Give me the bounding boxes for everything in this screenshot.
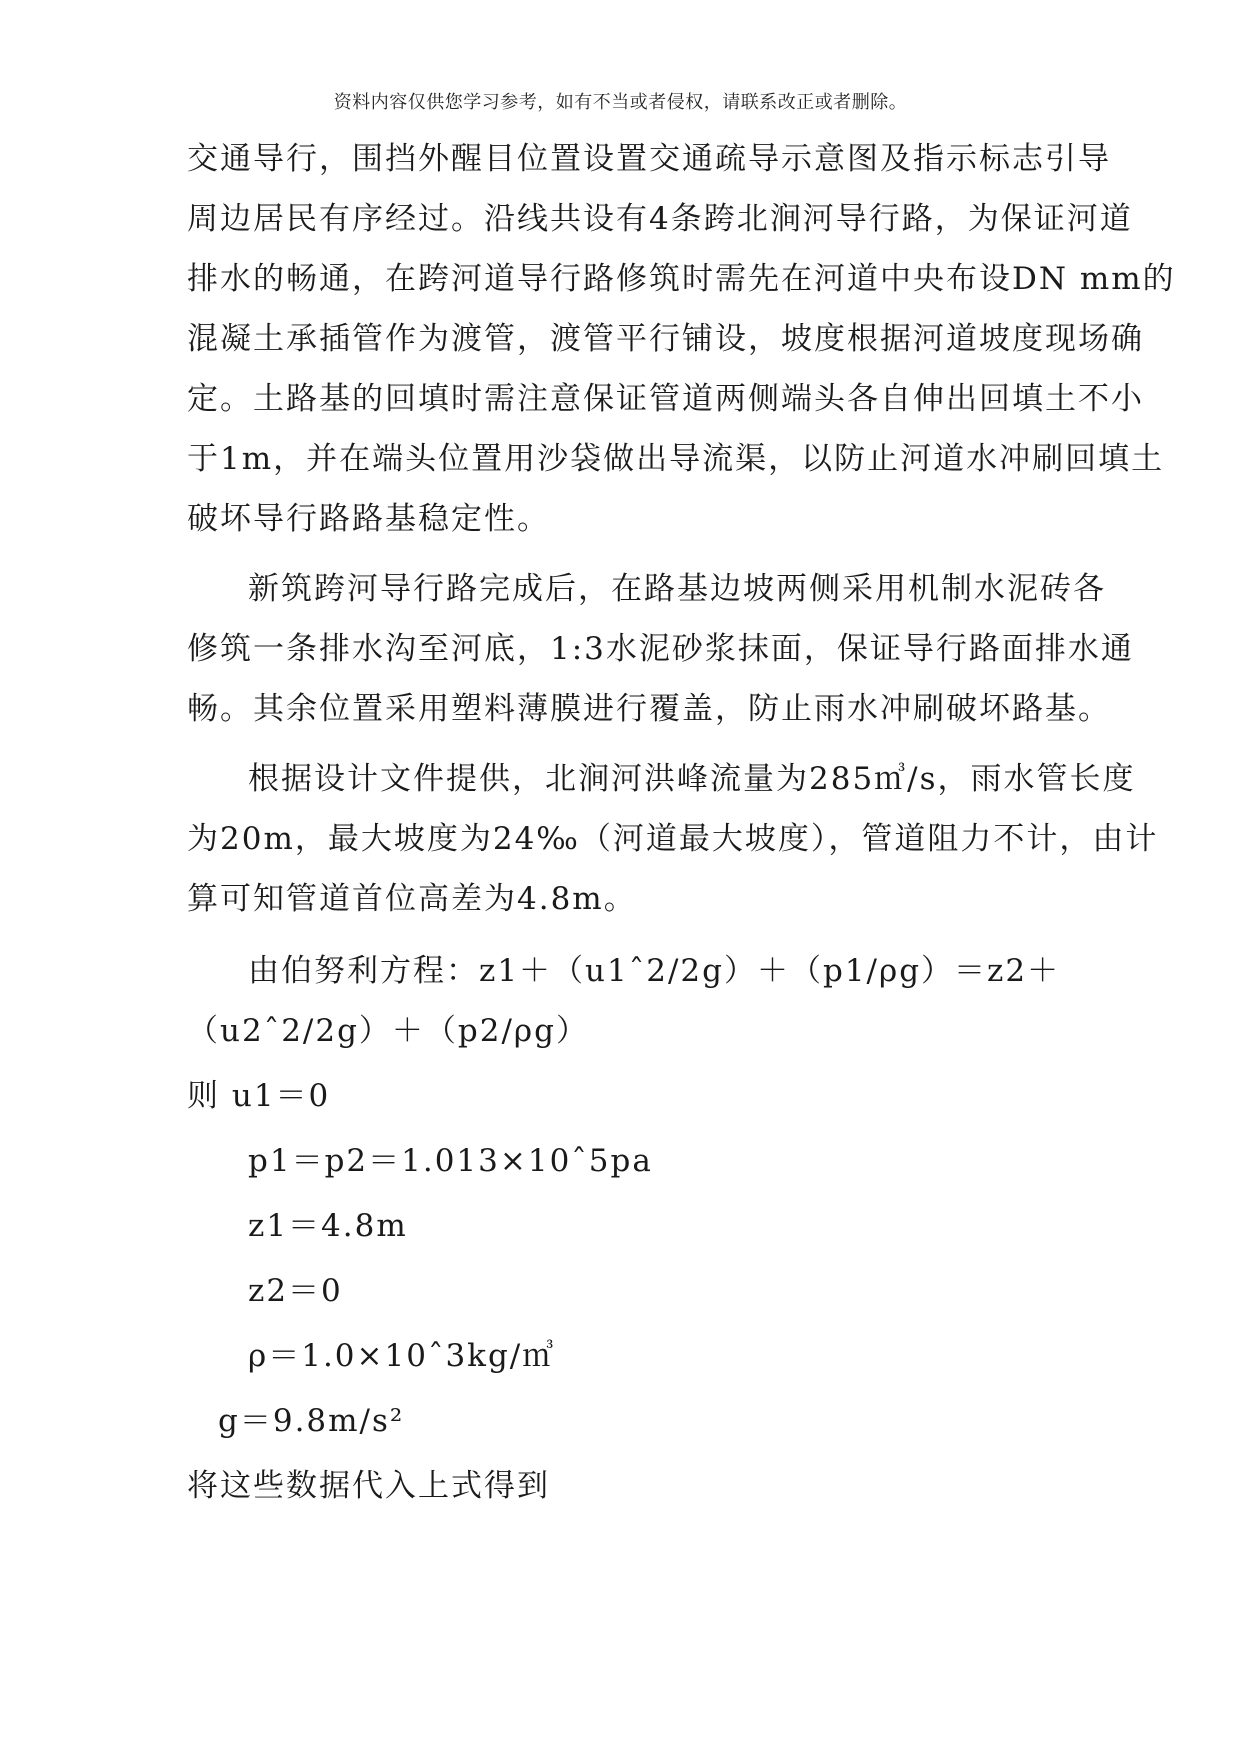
equation-line: （u2ˆ2/2g）＋（p2/ρg） [187, 1013, 590, 1049]
equation-line: 由伯努利方程：z1＋（u1ˆ2/2g）＋（p1/ρg）＝z2＋ [248, 953, 1061, 989]
paragraph-line: 混凝土承插管作为渡管，渡管平行铺设，坡度根据河道坡度现场确 [187, 321, 1144, 357]
given-gravity: g＝9.8m/s² [218, 1403, 405, 1439]
paragraph-line: 破坏导行路路基稳定性。 [187, 501, 550, 537]
given-z1: z1＝4.8m [248, 1208, 408, 1244]
paragraph-line: 排水的畅通，在跨河道导行路修筑时需先在河道中央布设DN mm的 [187, 261, 1176, 297]
given-z2: z2＝0 [248, 1273, 343, 1309]
given-intro: 则 u1＝0 [187, 1078, 331, 1114]
paragraph-line: 定。土路基的回填时需注意保证管道两侧端头各自伸出回填土不小 [187, 381, 1144, 417]
paragraph-line: 新筑跨河导行路完成后，在路基边坡两侧采用机制水泥砖各 [248, 571, 1106, 607]
paragraph-line: 周边居民有序经过。沿线共设有4条跨北涧河导行路，为保证河道 [187, 201, 1133, 237]
paragraph-line: 畅。其余位置采用塑料薄膜进行覆盖，防止雨水冲刷破坏路基。 [187, 691, 1111, 727]
page-header-disclaimer: 资料内容仅供您学习参考，如有不当或者侵权，请联系改正或者删除。 [333, 92, 908, 113]
paragraph-line: 算可知管道首位高差为4.8m。 [187, 881, 637, 917]
given-pressure: p1＝p2＝1.013×10ˆ5pa [248, 1143, 653, 1179]
conclusion-line: 将这些数据代入上式得到 [187, 1468, 550, 1504]
paragraph-line: 于1m，并在端头位置用沙袋做出导流渠，以防止河道水冲刷回填土 [187, 441, 1165, 477]
paragraph-line: 交通导行，围挡外醒目位置设置交通疏导示意图及指示标志引导 [187, 141, 1111, 177]
paragraph-line: 根据设计文件提供，北涧河洪峰流量为285㎥/s，雨水管长度 [248, 761, 1136, 797]
paragraph-line: 修筑一条排水沟至河底，1:3水泥砂浆抹面，保证导行路面排水通 [187, 631, 1134, 667]
given-density: ρ＝1.0×10ˆ3kg/㎥ [248, 1338, 556, 1374]
paragraph-line: 为20m，最大坡度为24‰（河道最大坡度），管道阻力不计，由计 [187, 821, 1159, 857]
